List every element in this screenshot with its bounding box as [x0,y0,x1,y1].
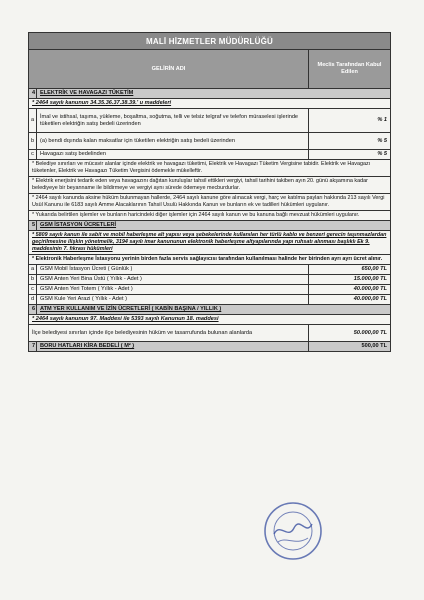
item-price: 40.000,00 TL [309,285,391,295]
note-text: * Elektrik enerjisini tedarik eden veya havagazını dağıtan kuruluşlar tahsil ettikleri vergiyi, tahsil tarihini takiben ayın 20. günü akşamına kadar belediyeye bir beyanname ile bildirmeye ve vergiyi aynı sürede ödemeye mecburdurlar. [29,177,391,194]
item-price: 50.000,00 TL [309,325,391,342]
item-text: İlçe belediyesi sınırları içinde ilçe belediyesinin hüküm ve tasarrufunda bulunan alanlarda [29,325,309,342]
section-6-header [29,305,391,315]
note-text: * 2464 sayılı kanunda aksine hüküm bulunmayan hallerde, 2464 sayılı kanune göre alınacak vergi, harç ve katılma payları hakkında 213 sayılı Vergi Usül Kanunu ile 6183 sayılı Amme Alacaklarının Tahsil Usulü Hakkında Kanun ve bunların ek ve tadilleri hükümleri uygulanır. [29,194,391,211]
section-5-law-row [29,231,391,255]
law-reference: * 5809 sayılı kanun ile sabit ve mobil haberleşme alt yapısı veya şebekelerinde kullanılan her türlü kablo ve benzeri gerecin taşınmazlardan geçirilmesine ilişkin yönetmelik, 3194 sayılı imar kanununun elektronik haberleşme altyapılarında yapı ruhsatı alınması başlıklı Ek 9. maddesinin 7. fıkrası hükümleri [29,231,391,255]
column-header-income-name: GELİRİN ADI [29,50,309,89]
item-label: d [29,295,37,305]
table-row [29,275,391,285]
item-text: GSM Anten Yeri Totem ( Yıllık - Adet ) [37,285,309,295]
section-number: 5 [29,221,37,231]
item-rate: % 5 [309,150,391,160]
item-label: c [29,285,37,295]
item-label: b [29,275,37,285]
item-text: GSM Anten Yeri Bina Üstü ( Yıllık - Adet ) [37,275,309,285]
item-price: 650,00 TL [309,265,391,275]
item-text: Havagazı satış bedelinden [37,150,309,160]
section-title: BORU HATLARI KİRA BEDELİ ( M² ) [37,342,309,352]
note-text: * Belediye sınırları ve mücavir alanlar içinde elektrik ve havagazı tüketimi, Elektrik ve Havagazı Tüketim Vergisine tabidir. Elektrik ve Havagazı tüketenler, Elektrik ve Havagazı Tüketim Vergisini ödemekle mükelleftir. [29,160,391,177]
section-number: 6 [29,305,37,315]
section-title: GSM İSTASYON ÜCRETLERİ [37,221,391,231]
table-row [29,285,391,295]
item-rate: % 5 [309,133,391,150]
section-7-header [29,342,391,352]
note-text: * Yukarıda belirtilen işlemler ve bunların haricindeki diğer işlemler için 2464 sayılı kanun ve bu kanuna bağlı mevzuat hükümleri uygulanır. [29,211,391,221]
item-price: 40.000,00 TL [309,295,391,305]
note-row [29,211,391,221]
note-row [29,194,391,211]
table-row [29,109,391,133]
note-row [29,160,391,177]
item-label: c [29,150,37,160]
table-row [29,133,391,150]
law-reference: * 2464 sayılı kanunun 34.35.36.37.38.39.' u maddeleri [29,99,391,109]
item-label: a [29,265,37,275]
item-text: (a) bendi dışında kalan maksatlar için tüketilen elektriğin satış bedeli üzerinden [37,133,309,150]
section-number: 4 [29,89,37,99]
item-rate: % 1 [309,109,391,133]
tariff-table [28,32,391,352]
item-text: GSM Mobil İstasyon Ücreti ( Günlük ) [37,265,309,275]
note-text: * Elektronik Haberleşme İstasyonu yerinin birden fazla servis sağlayıcısı tarafından kullanılması halinde her birinden ayrı ayrı ücret alınır. [29,255,391,265]
section-4-law-row [29,99,391,109]
section-number: 7 [29,342,37,352]
column-header-accepted: Meclis Tarafından Kabul Edilen [309,50,391,89]
section-5-header [29,221,391,231]
item-text: GSM Kule Yeri Arazi ( Yıllık - Adet ) [37,295,309,305]
title-row [29,33,391,50]
section-title: ATM YER KULLANIM VE İZİN ÜCRETLERİ ( KABİN BAŞINA / YILLIK ) [37,305,391,315]
note-row [29,255,391,265]
section-6-law-row [29,315,391,325]
table-row [29,150,391,160]
item-price: 15.000,00 TL [309,275,391,285]
document-title: MALİ HİZMETLER MÜDÜRLÜĞÜ [29,33,391,50]
note-row [29,177,391,194]
law-reference: * 2464 sayılı kanunun 97. Maddesi ile 5393 sayılı Kanunun 18. maddesi [29,315,391,325]
item-label: b [29,133,37,150]
column-header-row [29,50,391,89]
item-text: İmal ve istihsal, taşıma, yükleme, boşaltma, soğutma, telli ve telsiz telgraf ve telefon müraselesi işlerinde tüketilen elektriğin satış bedeli üzerinden [37,109,309,133]
table-row [29,265,391,275]
official-stamp-icon [262,500,324,562]
tariff-document [28,32,390,352]
table-row [29,325,391,342]
section-title: ELEKTRİK VE HAVAGAZI TÜKETİM [37,89,391,99]
item-label: a [29,109,37,133]
section-7-price: 500,00 TL [309,342,391,352]
section-4-header [29,89,391,99]
table-row [29,295,391,305]
